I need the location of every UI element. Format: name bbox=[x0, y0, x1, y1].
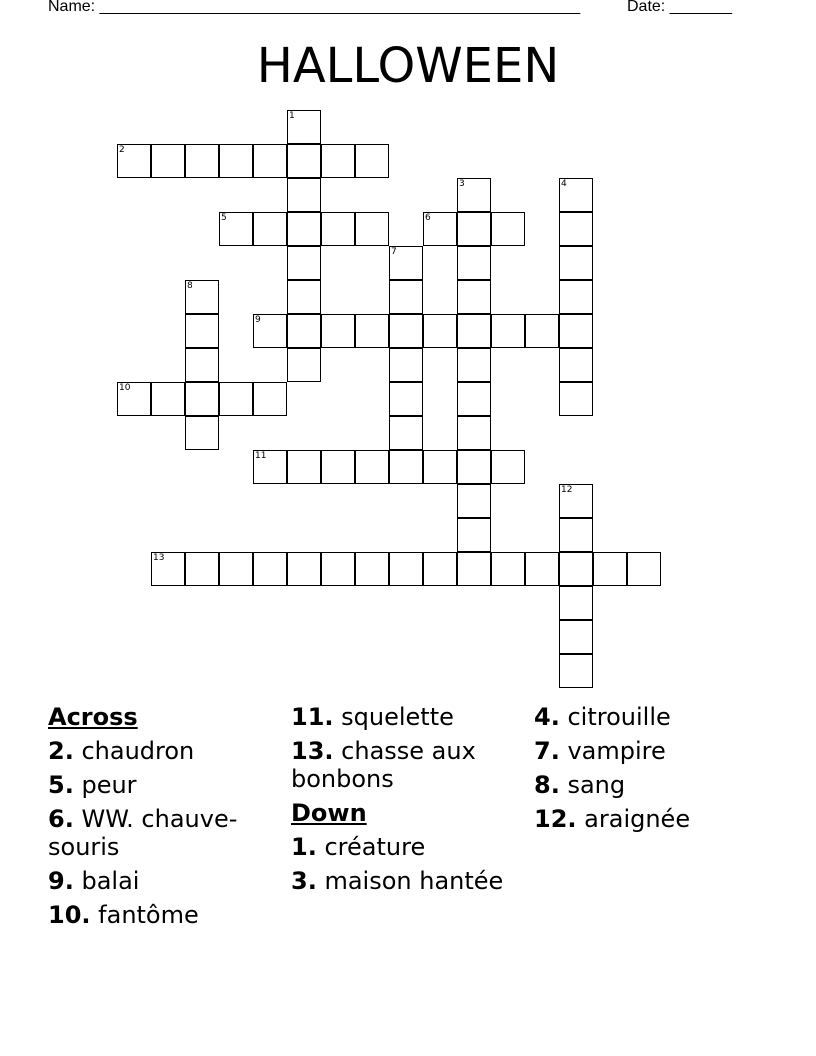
clues-column-2 bbox=[291, 703, 521, 901]
crossword-cell[interactable] bbox=[491, 212, 525, 246]
crossword-cell[interactable] bbox=[491, 314, 525, 348]
crossword-cell[interactable] bbox=[457, 552, 491, 586]
clue-down-7 bbox=[534, 737, 774, 765]
crossword-cell[interactable] bbox=[491, 552, 525, 586]
crossword-cell[interactable] bbox=[559, 178, 593, 212]
clue-number: 8. bbox=[534, 771, 560, 799]
crossword-cell[interactable] bbox=[287, 144, 321, 178]
clue-number: 10. bbox=[48, 901, 91, 929]
clue-number: 6. bbox=[48, 805, 74, 833]
crossword-cell[interactable] bbox=[185, 416, 219, 450]
crossword-cell[interactable] bbox=[321, 212, 355, 246]
crossword-cell[interactable] bbox=[253, 552, 287, 586]
clue-text: WW. chauve-souris bbox=[48, 805, 238, 861]
crossword-cell[interactable] bbox=[117, 144, 151, 178]
crossword-cell[interactable] bbox=[389, 450, 423, 484]
clue-number: 5. bbox=[48, 771, 74, 799]
across-heading: Across bbox=[48, 703, 138, 731]
clue-text: chasse aux bonbons bbox=[291, 737, 476, 793]
crossword-cell[interactable] bbox=[559, 586, 593, 620]
crossword-cell[interactable] bbox=[253, 314, 287, 348]
clue-text: vampire bbox=[567, 737, 666, 765]
clue-number: 11. bbox=[291, 703, 334, 731]
crossword-cell[interactable] bbox=[287, 314, 321, 348]
clue-number: 9. bbox=[48, 867, 74, 895]
date-field-label[interactable]: Date: _______ bbox=[627, 0, 732, 15]
crossword-cell[interactable] bbox=[355, 144, 389, 178]
cell-number: 4 bbox=[561, 179, 567, 189]
cell-number: 7 bbox=[391, 247, 397, 257]
clue-text: balai bbox=[81, 867, 140, 895]
clue-across-13 bbox=[291, 737, 521, 793]
cell-number: 2 bbox=[119, 145, 125, 155]
crossword-cell[interactable] bbox=[151, 144, 185, 178]
crossword-cell[interactable] bbox=[457, 518, 491, 552]
crossword-cell[interactable] bbox=[559, 280, 593, 314]
clue-text: chaudron bbox=[81, 737, 195, 765]
cell-number: 1 bbox=[289, 111, 295, 121]
clue-number: 3. bbox=[291, 867, 317, 895]
clue-down-3 bbox=[291, 867, 521, 895]
crossword-cell[interactable] bbox=[219, 144, 253, 178]
clue-number: 13. bbox=[291, 737, 334, 765]
crossword-cell[interactable] bbox=[593, 552, 627, 586]
crossword-cell[interactable] bbox=[423, 450, 457, 484]
crossword-cell[interactable] bbox=[559, 314, 593, 348]
crossword-cell[interactable] bbox=[185, 314, 219, 348]
clue-across-11 bbox=[291, 703, 521, 731]
crossword-cell[interactable] bbox=[389, 246, 423, 280]
crossword-cell[interactable] bbox=[457, 280, 491, 314]
crossword-cell[interactable] bbox=[525, 552, 559, 586]
crossword-cell[interactable] bbox=[559, 484, 593, 518]
clue-across-2 bbox=[48, 737, 278, 765]
crossword-cell[interactable] bbox=[457, 314, 491, 348]
crossword-cell[interactable] bbox=[253, 212, 287, 246]
crossword-cell[interactable] bbox=[457, 450, 491, 484]
cell-number: 8 bbox=[187, 281, 193, 291]
crossword-cell[interactable] bbox=[389, 382, 423, 416]
crossword-cell[interactable] bbox=[389, 280, 423, 314]
crossword-cell[interactable] bbox=[117, 382, 151, 416]
crossword-cell[interactable] bbox=[389, 348, 423, 382]
crossword-cell[interactable] bbox=[491, 450, 525, 484]
clue-text: squelette bbox=[341, 703, 454, 731]
crossword-cell[interactable] bbox=[287, 212, 321, 246]
crossword-cell[interactable] bbox=[253, 144, 287, 178]
crossword-cell[interactable] bbox=[253, 450, 287, 484]
crossword-cell[interactable] bbox=[185, 552, 219, 586]
clue-number: 7. bbox=[534, 737, 560, 765]
clues-column-1 bbox=[48, 703, 278, 935]
crossword-cell[interactable] bbox=[321, 144, 355, 178]
crossword-cell[interactable] bbox=[559, 382, 593, 416]
crossword-cell[interactable] bbox=[559, 620, 593, 654]
clue-text: araignée bbox=[584, 805, 691, 833]
crossword-cell[interactable] bbox=[151, 552, 185, 586]
clue-across-6 bbox=[48, 805, 278, 861]
clue-number: 12. bbox=[534, 805, 577, 833]
crossword-cell[interactable] bbox=[151, 382, 185, 416]
clue-text: créature bbox=[324, 833, 426, 861]
clue-down-8 bbox=[534, 771, 774, 799]
crossword-cell[interactable] bbox=[185, 144, 219, 178]
crossword-cell[interactable] bbox=[287, 246, 321, 280]
crossword-cell[interactable] bbox=[185, 280, 219, 314]
clue-text: sang bbox=[567, 771, 626, 799]
crossword-cell[interactable] bbox=[457, 348, 491, 382]
crossword-cell[interactable] bbox=[457, 212, 491, 246]
crossword-cell[interactable] bbox=[457, 484, 491, 518]
crossword-cell[interactable] bbox=[457, 416, 491, 450]
clue-text: citrouille bbox=[567, 703, 671, 731]
clue-down-1 bbox=[291, 833, 521, 861]
crossword-cell[interactable] bbox=[287, 552, 321, 586]
clue-down-12 bbox=[534, 805, 774, 833]
crossword-cell[interactable] bbox=[185, 348, 219, 382]
crossword-cell[interactable] bbox=[355, 552, 389, 586]
crossword-cell[interactable] bbox=[355, 212, 389, 246]
crossword-cell[interactable] bbox=[287, 450, 321, 484]
crossword-cell[interactable] bbox=[219, 212, 253, 246]
cell-number: 9 bbox=[255, 315, 261, 325]
crossword-cell[interactable] bbox=[355, 314, 389, 348]
clue-down-4 bbox=[534, 703, 774, 731]
cell-number: 11 bbox=[255, 451, 267, 461]
crossword-cell[interactable] bbox=[423, 552, 457, 586]
crossword-cell[interactable] bbox=[559, 518, 593, 552]
crossword-cell[interactable] bbox=[559, 212, 593, 246]
crossword-cell[interactable] bbox=[559, 654, 593, 688]
crossword-cell[interactable] bbox=[185, 382, 219, 416]
crossword-cell[interactable] bbox=[627, 552, 661, 586]
crossword-cell[interactable] bbox=[321, 314, 355, 348]
clue-number: 2. bbox=[48, 737, 74, 765]
crossword-cell[interactable] bbox=[423, 212, 457, 246]
crossword-cell[interactable] bbox=[321, 552, 355, 586]
crossword-cell[interactable] bbox=[355, 450, 389, 484]
crossword-cell[interactable] bbox=[287, 348, 321, 382]
crossword-cell[interactable] bbox=[457, 178, 491, 212]
crossword-cell[interactable] bbox=[219, 552, 253, 586]
clues-column-3 bbox=[534, 703, 774, 839]
clue-across-9 bbox=[48, 867, 278, 895]
crossword-cell[interactable] bbox=[389, 314, 423, 348]
clue-across-5 bbox=[48, 771, 278, 799]
clue-number: 1. bbox=[291, 833, 317, 861]
crossword-cell[interactable] bbox=[559, 552, 593, 586]
crossword-cell[interactable] bbox=[287, 280, 321, 314]
cell-number: 13 bbox=[153, 553, 165, 563]
crossword-cell[interactable] bbox=[389, 416, 423, 450]
cell-number: 6 bbox=[425, 213, 431, 223]
crossword-cell[interactable] bbox=[559, 348, 593, 382]
crossword-cell[interactable] bbox=[287, 110, 321, 144]
crossword-cell[interactable] bbox=[457, 246, 491, 280]
down-heading: Down bbox=[291, 799, 367, 827]
clue-text: maison hantée bbox=[324, 867, 504, 895]
name-field-label[interactable]: Name: ______________________________________________________ bbox=[48, 0, 581, 15]
clue-across-10 bbox=[48, 901, 278, 929]
crossword-cell[interactable] bbox=[457, 382, 491, 416]
cell-number: 5 bbox=[221, 213, 227, 223]
cell-number: 10 bbox=[119, 383, 131, 393]
crossword-cell[interactable] bbox=[389, 552, 423, 586]
crossword-cell[interactable] bbox=[287, 178, 321, 212]
puzzle-title: HALLOWEEN bbox=[256, 38, 560, 94]
cell-number: 12 bbox=[561, 485, 573, 495]
clue-text: peur bbox=[81, 771, 137, 799]
cell-number: 3 bbox=[459, 179, 465, 189]
crossword-cell[interactable] bbox=[321, 450, 355, 484]
crossword-cell[interactable] bbox=[253, 382, 287, 416]
clue-text: fantôme bbox=[98, 901, 199, 929]
clue-number: 4. bbox=[534, 703, 560, 731]
crossword-cell[interactable] bbox=[219, 382, 253, 416]
crossword-cell[interactable] bbox=[525, 314, 559, 348]
crossword-cell[interactable] bbox=[559, 246, 593, 280]
crossword-cell[interactable] bbox=[423, 314, 457, 348]
